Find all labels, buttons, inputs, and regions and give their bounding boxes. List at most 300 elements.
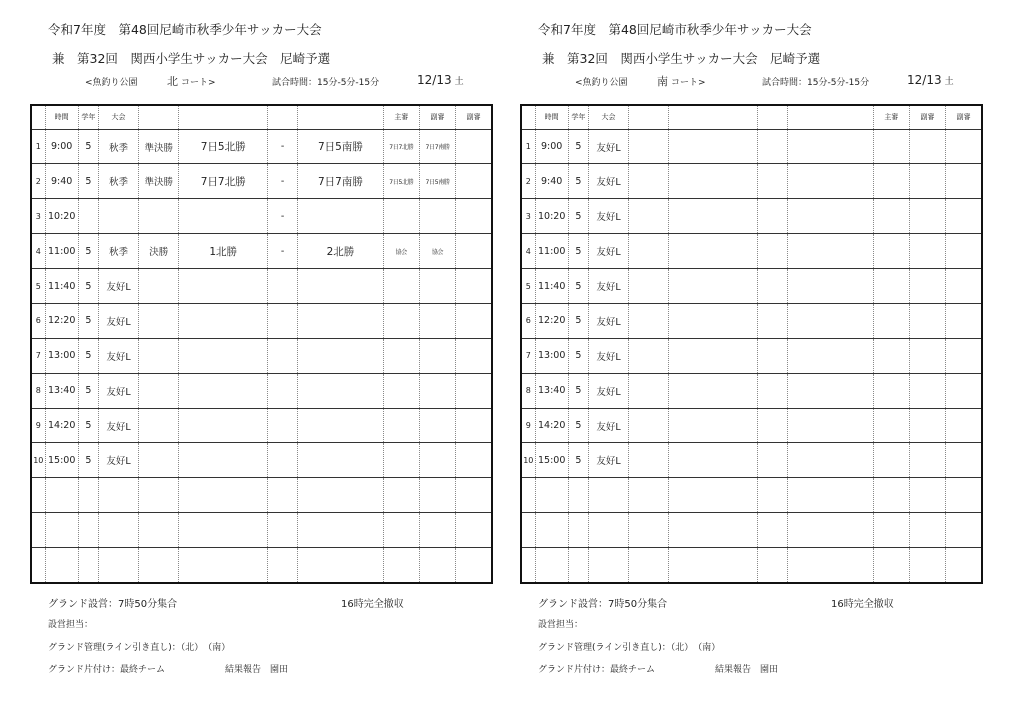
cell-assistant-referee-1 (419, 303, 455, 338)
cell-assistant-referee-2 (946, 269, 982, 304)
cell-referee (873, 513, 909, 548)
cell-assistant-referee-1: 7日7南勝 (419, 129, 455, 164)
cell-versus: - (267, 199, 297, 234)
cell-grade: 5 (78, 443, 98, 478)
cell-grade: 5 (568, 164, 588, 199)
cell-match-number (31, 548, 45, 583)
cell-assistant-referee-1 (909, 478, 945, 513)
cell-assistant-referee-2 (456, 408, 492, 443)
cell-assistant-referee-2 (456, 164, 492, 199)
cell-match-number: 1 (31, 129, 45, 164)
cell-assistant-referee-2 (946, 164, 982, 199)
cell-grade: 5 (568, 338, 588, 373)
cell-round (629, 129, 669, 164)
cell-assistant-referee-1 (419, 373, 455, 408)
cell-competition: 秋季 (98, 164, 138, 199)
cell-match-number (521, 478, 535, 513)
cell-home-team (179, 478, 268, 513)
cell-round (629, 234, 669, 269)
cell-assistant-referee-1 (909, 548, 945, 583)
cell-grade: 5 (78, 408, 98, 443)
cell-away-team (298, 408, 384, 443)
cell-round (629, 164, 669, 199)
header-away-team (298, 105, 384, 129)
cell-home-team (669, 373, 758, 408)
tournament-title: 令和7年度 第48回尼崎市秋季少年サッカー大会 (538, 22, 812, 37)
cell-referee (873, 373, 909, 408)
line-management-note: グランド管理(ライン引き直し)：（北） （南） (538, 643, 721, 653)
cell-versus (757, 443, 787, 478)
cell-grade (78, 548, 98, 583)
cell-versus (267, 548, 297, 583)
table-row (521, 269, 982, 304)
cell-assistant-referee-1 (419, 269, 455, 304)
cell-assistant-referee-1 (909, 373, 945, 408)
cell-assistant-referee-2 (456, 373, 492, 408)
cell-versus (757, 408, 787, 443)
cell-competition: 友好L (588, 164, 628, 199)
cell-time (535, 478, 568, 513)
table-row (521, 478, 982, 513)
header-round (629, 105, 669, 129)
cell-competition: 友好L (588, 443, 628, 478)
cell-round (629, 548, 669, 583)
cell-match-number: 7 (31, 338, 45, 373)
cell-assistant-referee-2 (456, 234, 492, 269)
cell-match-number (521, 548, 535, 583)
cell-away-team (298, 548, 384, 583)
cell-assistant-referee-2 (456, 443, 492, 478)
cell-referee: 協会 (383, 234, 419, 269)
cell-competition: 友好L (588, 234, 628, 269)
table-row (521, 199, 982, 234)
cell-competition (98, 199, 138, 234)
cell-away-team (788, 373, 874, 408)
cell-time (535, 548, 568, 583)
cell-home-team (669, 338, 758, 373)
cell-referee (873, 303, 909, 338)
cell-versus (757, 478, 787, 513)
cell-versus (267, 408, 297, 443)
cell-round (139, 478, 179, 513)
cell-round: 決勝 (139, 234, 179, 269)
cell-assistant-referee-2 (946, 478, 982, 513)
cell-round (629, 373, 669, 408)
cell-home-team (669, 164, 758, 199)
cell-competition (98, 513, 138, 548)
table-header-row (31, 105, 492, 129)
cell-competition: 友好L (588, 129, 628, 164)
cell-grade (568, 548, 588, 583)
cell-grade (78, 513, 98, 548)
cell-referee (873, 234, 909, 269)
cell-assistant-referee-1 (909, 408, 945, 443)
cell-home-team (179, 373, 268, 408)
cell-home-team (669, 269, 758, 304)
sheet-info-line (0, 73, 500, 89)
header-match-number (31, 105, 45, 129)
cell-time (535, 513, 568, 548)
cell-match-number: 9 (521, 408, 535, 443)
cell-round (629, 303, 669, 338)
cell-competition (98, 478, 138, 513)
court-suffix: コート> (671, 78, 706, 88)
result-report-note: 結果報告 園田 (225, 665, 289, 675)
header-assistant-referee-2: 副審 (456, 105, 492, 129)
cell-grade: 5 (78, 303, 98, 338)
cell-round (139, 373, 179, 408)
cell-versus (757, 303, 787, 338)
table-row (521, 513, 982, 548)
cell-assistant-referee-1 (909, 338, 945, 373)
table-row (31, 338, 492, 373)
weekday: 土 (944, 77, 954, 87)
cell-referee (873, 199, 909, 234)
cell-home-team (179, 303, 268, 338)
cell-assistant-referee-2 (456, 338, 492, 373)
cell-round (629, 443, 669, 478)
table-row (31, 234, 492, 269)
cell-home-team (669, 129, 758, 164)
cell-round (629, 513, 669, 548)
cell-grade: 5 (568, 234, 588, 269)
cell-match-number: 1 (521, 129, 535, 164)
header-referee: 主審 (873, 105, 909, 129)
date-value: 12/13 (417, 73, 452, 87)
cell-time (45, 513, 78, 548)
header-match-number (521, 105, 535, 129)
cell-referee (383, 513, 419, 548)
cell-time (45, 548, 78, 583)
cell-assistant-referee-2 (946, 408, 982, 443)
header-away-team (788, 105, 874, 129)
cell-grade: 5 (568, 373, 588, 408)
table-header-row (521, 105, 982, 129)
cell-competition: 友好L (588, 373, 628, 408)
cell-grade: 5 (568, 408, 588, 443)
cell-grade: 5 (78, 234, 98, 269)
cell-competition: 友好L (588, 408, 628, 443)
cell-home-team (669, 234, 758, 269)
cell-grade (568, 513, 588, 548)
court-suffix: コート> (181, 78, 216, 88)
cell-referee (383, 338, 419, 373)
table-row (31, 373, 492, 408)
cell-referee: 7日7北勝 (383, 129, 419, 164)
cell-competition: 友好L (98, 443, 138, 478)
header-assistant-referee-1: 副審 (419, 105, 455, 129)
tournament-subtitle: 兼 第32回 関西小学生サッカー大会 尼崎予選 (542, 51, 821, 66)
cell-away-team (298, 303, 384, 338)
cell-time: 13:40 (535, 373, 568, 408)
cell-round (139, 513, 179, 548)
cell-assistant-referee-1 (419, 338, 455, 373)
table-row (521, 408, 982, 443)
cell-competition (588, 478, 628, 513)
ground-setup-note: グランド設営：7時50分集合 (48, 599, 178, 610)
cell-match-number: 4 (31, 234, 45, 269)
cell-away-team (788, 303, 874, 338)
cell-referee (873, 338, 909, 373)
withdraw-note: 16時完全撤収 (341, 599, 404, 610)
schedule-table (30, 104, 493, 584)
cell-competition (98, 548, 138, 583)
header-grade: 学年 (568, 105, 588, 129)
header-versus (757, 105, 787, 129)
cell-referee (383, 303, 419, 338)
schedule-sheet-south (490, 0, 990, 701)
cell-time: 11:00 (535, 234, 568, 269)
cell-assistant-referee-1 (909, 443, 945, 478)
cell-assistant-referee-1: 協会 (419, 234, 455, 269)
cell-round (139, 408, 179, 443)
sheet-info-line (490, 73, 990, 89)
cell-grade (568, 478, 588, 513)
cell-home-team (179, 443, 268, 478)
cell-assistant-referee-1 (909, 269, 945, 304)
cell-assistant-referee-1: 7日5南勝 (419, 164, 455, 199)
table-row (31, 548, 492, 583)
header-time: 時間 (535, 105, 568, 129)
cell-assistant-referee-2 (946, 548, 982, 583)
cell-round (629, 199, 669, 234)
cell-away-team (298, 513, 384, 548)
cell-referee (383, 199, 419, 234)
venue-label: <魚釣り公園 (85, 78, 138, 88)
cell-assistant-referee-2 (946, 199, 982, 234)
table-row (31, 443, 492, 478)
cell-assistant-referee-1 (419, 408, 455, 443)
cell-away-team (298, 373, 384, 408)
cell-home-team (669, 199, 758, 234)
cell-assistant-referee-2 (456, 269, 492, 304)
cell-home-team (669, 303, 758, 338)
cell-versus (757, 234, 787, 269)
cleanup-note: グランド片付け：最終チーム (48, 665, 166, 675)
table-row (31, 303, 492, 338)
cell-competition: 秋季 (98, 129, 138, 164)
cell-home-team (669, 548, 758, 583)
header-assistant-referee-1: 副審 (909, 105, 945, 129)
cell-competition: 友好L (588, 199, 628, 234)
cell-match-number: 5 (31, 269, 45, 304)
result-report-note: 結果報告 園田 (715, 665, 779, 675)
cell-away-team (788, 164, 874, 199)
cell-away-team (788, 129, 874, 164)
cell-home-team: 7日5北勝 (179, 129, 268, 164)
cell-round: 準決勝 (139, 129, 179, 164)
cell-match-number: 9 (31, 408, 45, 443)
cell-time: 10:20 (535, 199, 568, 234)
table-row (31, 513, 492, 548)
weekday: 土 (454, 77, 464, 87)
cell-referee (383, 443, 419, 478)
setup-staff-note: 設営担当： (538, 620, 584, 630)
header-versus (267, 105, 297, 129)
cell-assistant-referee-2 (946, 513, 982, 548)
cell-versus (267, 269, 297, 304)
cell-match-number: 3 (521, 199, 535, 234)
cell-assistant-referee-1 (909, 199, 945, 234)
cell-assistant-referee-1 (419, 443, 455, 478)
cell-away-team (298, 478, 384, 513)
cell-competition: 友好L (588, 269, 628, 304)
cell-competition: 友好L (98, 408, 138, 443)
header-time: 時間 (45, 105, 78, 129)
cell-match-number: 6 (31, 303, 45, 338)
tournament-subtitle: 兼 第32回 関西小学生サッカー大会 尼崎予選 (52, 51, 331, 66)
match-time: 試合時間：15分-5分-15分 (762, 78, 870, 88)
table-row (521, 443, 982, 478)
cell-versus (757, 199, 787, 234)
cell-assistant-referee-2 (946, 373, 982, 408)
court-label (657, 73, 706, 89)
table-row (521, 234, 982, 269)
cell-match-number: 8 (31, 373, 45, 408)
cell-round (629, 269, 669, 304)
cell-away-team (788, 199, 874, 234)
cell-time: 14:20 (535, 408, 568, 443)
cell-time: 11:40 (45, 269, 78, 304)
cell-grade: 5 (568, 199, 588, 234)
cell-referee (873, 443, 909, 478)
cell-competition: 友好L (588, 303, 628, 338)
cell-versus (757, 269, 787, 304)
schedule-table (520, 104, 983, 584)
cell-referee (873, 548, 909, 583)
cell-assistant-referee-1 (909, 164, 945, 199)
cell-round: 準決勝 (139, 164, 179, 199)
cell-time: 13:40 (45, 373, 78, 408)
cell-grade: 5 (78, 373, 98, 408)
cell-away-team (788, 408, 874, 443)
cell-referee: 7日5北勝 (383, 164, 419, 199)
cell-home-team (179, 548, 268, 583)
cell-referee (383, 408, 419, 443)
cell-versus: - (267, 234, 297, 269)
table-row (31, 478, 492, 513)
cell-competition: 秋季 (98, 234, 138, 269)
cell-home-team (669, 408, 758, 443)
cell-away-team (298, 443, 384, 478)
cell-referee (383, 373, 419, 408)
cell-grade (78, 478, 98, 513)
cell-away-team (298, 269, 384, 304)
ground-setup-note: グランド設営：7時50分集合 (538, 599, 668, 610)
header-competition: 大会 (98, 105, 138, 129)
court-name: 南 (657, 75, 668, 88)
cell-round (629, 338, 669, 373)
cell-grade: 5 (568, 303, 588, 338)
cell-match-number: 8 (521, 373, 535, 408)
cell-away-team (788, 443, 874, 478)
cell-away-team (788, 478, 874, 513)
cell-competition: 友好L (98, 373, 138, 408)
match-time: 試合時間：15分-5分-15分 (272, 78, 380, 88)
cell-grade: 5 (568, 129, 588, 164)
schedule-sheet-north (0, 0, 500, 701)
cell-match-number: 6 (521, 303, 535, 338)
cell-round (139, 199, 179, 234)
cell-referee (873, 478, 909, 513)
cell-competition: 友好L (98, 269, 138, 304)
cell-away-team (298, 338, 384, 373)
cell-round (629, 408, 669, 443)
cell-grade: 5 (78, 338, 98, 373)
cell-time: 13:00 (45, 338, 78, 373)
cell-time: 11:40 (535, 269, 568, 304)
table-row (521, 548, 982, 583)
cell-away-team (788, 338, 874, 373)
cell-match-number: 3 (31, 199, 45, 234)
cell-home-team (179, 338, 268, 373)
cell-grade: 5 (568, 443, 588, 478)
cell-time: 14:20 (45, 408, 78, 443)
cell-round (139, 269, 179, 304)
withdraw-note: 16時完全撤収 (831, 599, 894, 610)
cell-versus (267, 303, 297, 338)
cell-assistant-referee-2 (456, 303, 492, 338)
cell-versus (267, 513, 297, 548)
cell-versus (757, 338, 787, 373)
cell-assistant-referee-1 (419, 199, 455, 234)
cell-assistant-referee-1 (909, 129, 945, 164)
cell-away-team (788, 269, 874, 304)
header-assistant-referee-2: 副審 (946, 105, 982, 129)
cell-time: 13:00 (535, 338, 568, 373)
cell-time: 11:00 (45, 234, 78, 269)
cell-assistant-referee-1 (419, 513, 455, 548)
table-row (31, 408, 492, 443)
cell-home-team (179, 513, 268, 548)
cell-away-team (788, 548, 874, 583)
setup-staff-note: 設営担当： (48, 620, 94, 630)
cell-competition: 友好L (98, 338, 138, 373)
cell-competition: 友好L (98, 303, 138, 338)
date-value: 12/13 (907, 73, 942, 87)
cell-assistant-referee-1 (909, 303, 945, 338)
cell-versus: - (267, 164, 297, 199)
cell-away-team (788, 513, 874, 548)
cell-assistant-referee-2 (946, 129, 982, 164)
cell-home-team (669, 443, 758, 478)
cell-assistant-referee-2 (456, 513, 492, 548)
court-label (167, 73, 216, 89)
table-row (31, 164, 492, 199)
cell-versus: - (267, 129, 297, 164)
cell-time: 9:40 (45, 164, 78, 199)
cell-home-team (669, 513, 758, 548)
header-round (139, 105, 179, 129)
match-date (907, 73, 954, 87)
cell-assistant-referee-1 (909, 513, 945, 548)
cell-time: 9:00 (535, 129, 568, 164)
cell-referee (383, 478, 419, 513)
cell-round (629, 478, 669, 513)
cell-match-number: 2 (521, 164, 535, 199)
cell-grade: 5 (568, 269, 588, 304)
cell-away-team: 7日7南勝 (298, 164, 384, 199)
cell-time: 9:00 (45, 129, 78, 164)
cell-referee (873, 408, 909, 443)
cell-competition (588, 548, 628, 583)
cell-versus (267, 478, 297, 513)
cell-referee (873, 164, 909, 199)
cell-time: 12:20 (45, 303, 78, 338)
cell-grade: 5 (78, 269, 98, 304)
cell-referee (383, 548, 419, 583)
cell-round (139, 338, 179, 373)
